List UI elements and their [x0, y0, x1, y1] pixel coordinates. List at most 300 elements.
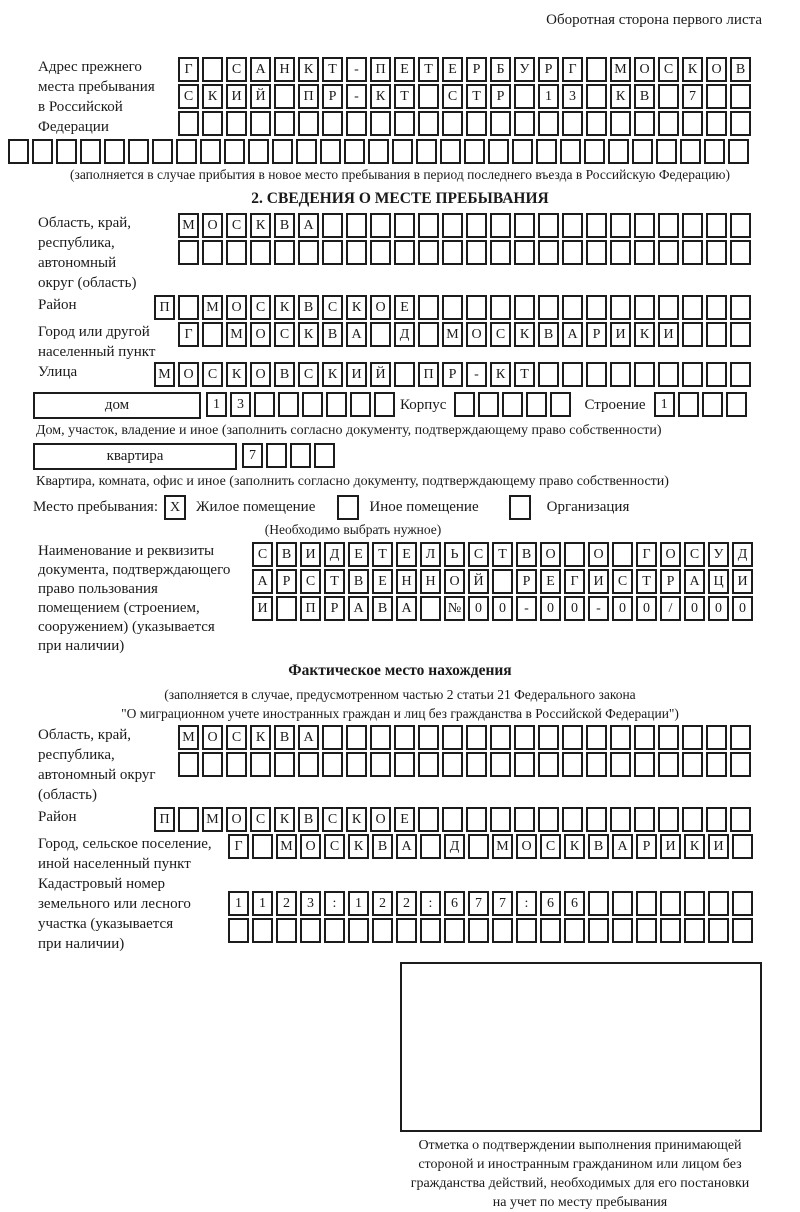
- char-cell[interactable]: [202, 111, 223, 136]
- char-cell[interactable]: [442, 725, 463, 750]
- char-cell[interactable]: [226, 111, 247, 136]
- char-cell[interactable]: А: [346, 322, 367, 347]
- char-cell[interactable]: Н: [396, 569, 417, 594]
- char-cell[interactable]: М: [202, 807, 223, 832]
- char-cell[interactable]: [178, 111, 199, 136]
- char-cell[interactable]: [586, 240, 607, 265]
- char-cell[interactable]: [658, 362, 679, 387]
- char-cell[interactable]: 1: [228, 891, 249, 916]
- char-cell[interactable]: [420, 596, 441, 621]
- char-cell[interactable]: [274, 111, 295, 136]
- char-cell[interactable]: [562, 725, 583, 750]
- char-cell[interactable]: [728, 139, 749, 164]
- char-cell[interactable]: [564, 918, 585, 943]
- char-cell[interactable]: В: [588, 834, 609, 859]
- char-cell[interactable]: [678, 392, 699, 417]
- char-cell[interactable]: [634, 752, 655, 777]
- char-cell[interactable]: [610, 213, 631, 238]
- char-cell[interactable]: [538, 725, 559, 750]
- char-cell[interactable]: [538, 295, 559, 320]
- char-cell[interactable]: [274, 752, 295, 777]
- char-cell[interactable]: [104, 139, 125, 164]
- char-cell[interactable]: [586, 57, 607, 82]
- char-cell[interactable]: -: [346, 57, 367, 82]
- char-cell[interactable]: [514, 725, 535, 750]
- char-cell[interactable]: [322, 111, 343, 136]
- char-cell[interactable]: О: [466, 322, 487, 347]
- char-cell[interactable]: №: [444, 596, 465, 621]
- char-cell[interactable]: [202, 752, 223, 777]
- char-cell[interactable]: [32, 139, 53, 164]
- char-cell[interactable]: /: [660, 596, 681, 621]
- char-cell[interactable]: 2: [276, 891, 297, 916]
- char-cell[interactable]: [252, 918, 273, 943]
- char-cell[interactable]: [702, 392, 723, 417]
- char-cell[interactable]: Ь: [444, 542, 465, 567]
- char-cell[interactable]: [468, 834, 489, 859]
- char-cell[interactable]: Р: [586, 322, 607, 347]
- char-cell[interactable]: В: [372, 834, 393, 859]
- char-cell[interactable]: [708, 918, 729, 943]
- char-cell[interactable]: -: [588, 596, 609, 621]
- char-cell[interactable]: В: [516, 542, 537, 567]
- char-cell[interactable]: :: [420, 891, 441, 916]
- char-cell[interactable]: Т: [636, 569, 657, 594]
- char-cell[interactable]: П: [300, 596, 321, 621]
- char-cell[interactable]: О: [300, 834, 321, 859]
- char-cell[interactable]: [562, 240, 583, 265]
- char-cell[interactable]: [586, 725, 607, 750]
- char-cell[interactable]: Е: [442, 57, 463, 82]
- char-cell[interactable]: М: [442, 322, 463, 347]
- char-cell[interactable]: С: [324, 834, 345, 859]
- char-cell[interactable]: [442, 295, 463, 320]
- char-cell[interactable]: [394, 362, 415, 387]
- char-cell[interactable]: [610, 240, 631, 265]
- char-cell[interactable]: [562, 111, 583, 136]
- char-cell[interactable]: [658, 295, 679, 320]
- char-cell[interactable]: А: [396, 834, 417, 859]
- char-cell[interactable]: [346, 752, 367, 777]
- char-cell[interactable]: [634, 362, 655, 387]
- char-cell[interactable]: Г: [178, 322, 199, 347]
- char-cell[interactable]: [466, 725, 487, 750]
- char-cell[interactable]: [226, 752, 247, 777]
- char-cell[interactable]: 0: [636, 596, 657, 621]
- char-cell[interactable]: 2: [372, 891, 393, 916]
- char-cell[interactable]: [514, 111, 535, 136]
- char-cell[interactable]: -: [466, 362, 487, 387]
- char-cell[interactable]: Р: [516, 569, 537, 594]
- char-cell[interactable]: [586, 752, 607, 777]
- char-cell[interactable]: К: [346, 295, 367, 320]
- char-cell[interactable]: [658, 752, 679, 777]
- char-cell[interactable]: [512, 139, 533, 164]
- char-cell[interactable]: [586, 295, 607, 320]
- char-cell[interactable]: П: [154, 807, 175, 832]
- char-cell[interactable]: [418, 213, 439, 238]
- char-cell[interactable]: [296, 139, 317, 164]
- apartment-box[interactable]: квартира: [33, 443, 237, 470]
- char-cell[interactable]: Н: [420, 569, 441, 594]
- char-cell[interactable]: Е: [394, 807, 415, 832]
- char-cell[interactable]: [706, 111, 727, 136]
- char-cell[interactable]: М: [276, 834, 297, 859]
- char-cell[interactable]: [514, 84, 535, 109]
- char-cell[interactable]: [492, 569, 513, 594]
- char-cell[interactable]: [454, 392, 475, 417]
- char-cell[interactable]: [492, 918, 513, 943]
- char-cell[interactable]: С: [298, 362, 319, 387]
- char-cell[interactable]: М: [492, 834, 513, 859]
- char-cell[interactable]: [418, 807, 439, 832]
- char-cell[interactable]: [550, 392, 571, 417]
- char-cell[interactable]: [152, 139, 173, 164]
- char-cell[interactable]: [730, 84, 751, 109]
- char-cell[interactable]: К: [684, 834, 705, 859]
- char-cell[interactable]: [706, 362, 727, 387]
- char-cell[interactable]: 0: [708, 596, 729, 621]
- char-cell[interactable]: И: [610, 322, 631, 347]
- char-cell[interactable]: [322, 752, 343, 777]
- char-cell[interactable]: С: [322, 295, 343, 320]
- char-cell[interactable]: [350, 392, 371, 417]
- char-cell[interactable]: В: [348, 569, 369, 594]
- char-cell[interactable]: А: [612, 834, 633, 859]
- char-cell[interactable]: Р: [324, 596, 345, 621]
- char-cell[interactable]: [80, 139, 101, 164]
- char-cell[interactable]: [730, 213, 751, 238]
- char-cell[interactable]: [346, 213, 367, 238]
- char-cell[interactable]: [682, 322, 703, 347]
- char-cell[interactable]: [730, 725, 751, 750]
- char-cell[interactable]: К: [298, 57, 319, 82]
- char-cell[interactable]: 7: [242, 443, 263, 468]
- char-cell[interactable]: [466, 111, 487, 136]
- char-cell[interactable]: 7: [492, 891, 513, 916]
- char-cell[interactable]: С: [252, 542, 273, 567]
- char-cell[interactable]: [682, 725, 703, 750]
- char-cell[interactable]: [490, 111, 511, 136]
- char-cell[interactable]: [706, 240, 727, 265]
- char-cell[interactable]: [202, 240, 223, 265]
- char-cell[interactable]: [634, 213, 655, 238]
- char-cell[interactable]: К: [346, 807, 367, 832]
- char-cell[interactable]: [588, 891, 609, 916]
- char-cell[interactable]: [540, 918, 561, 943]
- char-cell[interactable]: [250, 240, 271, 265]
- char-cell[interactable]: [514, 807, 535, 832]
- char-cell[interactable]: [276, 596, 297, 621]
- char-cell[interactable]: [8, 139, 29, 164]
- char-cell[interactable]: 1: [348, 891, 369, 916]
- char-cell[interactable]: Г: [564, 569, 585, 594]
- char-cell[interactable]: А: [684, 569, 705, 594]
- char-cell[interactable]: 0: [684, 596, 705, 621]
- char-cell[interactable]: [514, 240, 535, 265]
- char-cell[interactable]: К: [634, 322, 655, 347]
- char-cell[interactable]: [442, 213, 463, 238]
- char-cell[interactable]: [370, 213, 391, 238]
- char-cell[interactable]: [420, 918, 441, 943]
- char-cell[interactable]: [706, 295, 727, 320]
- char-cell[interactable]: [732, 918, 753, 943]
- char-cell[interactable]: [394, 240, 415, 265]
- char-cell[interactable]: [418, 725, 439, 750]
- char-cell[interactable]: [684, 891, 705, 916]
- char-cell[interactable]: :: [516, 891, 537, 916]
- char-cell[interactable]: [682, 111, 703, 136]
- char-cell[interactable]: [538, 807, 559, 832]
- char-cell[interactable]: Д: [732, 542, 753, 567]
- char-cell[interactable]: И: [588, 569, 609, 594]
- char-cell[interactable]: [442, 240, 463, 265]
- char-cell[interactable]: П: [418, 362, 439, 387]
- char-cell[interactable]: Й: [468, 569, 489, 594]
- char-cell[interactable]: [730, 240, 751, 265]
- char-cell[interactable]: И: [300, 542, 321, 567]
- char-cell[interactable]: К: [202, 84, 223, 109]
- char-cell[interactable]: [272, 139, 293, 164]
- char-cell[interactable]: [610, 752, 631, 777]
- char-cell[interactable]: К: [274, 807, 295, 832]
- char-cell[interactable]: [466, 213, 487, 238]
- char-cell[interactable]: [442, 111, 463, 136]
- char-cell[interactable]: [394, 752, 415, 777]
- char-cell[interactable]: [560, 139, 581, 164]
- char-cell[interactable]: [302, 392, 323, 417]
- char-cell[interactable]: [658, 213, 679, 238]
- char-cell[interactable]: [418, 322, 439, 347]
- char-cell[interactable]: В: [274, 362, 295, 387]
- char-cell[interactable]: [176, 139, 197, 164]
- char-cell[interactable]: Й: [250, 84, 271, 109]
- char-cell[interactable]: [732, 891, 753, 916]
- char-cell[interactable]: [680, 139, 701, 164]
- char-cell[interactable]: [538, 752, 559, 777]
- char-cell[interactable]: О: [634, 57, 655, 82]
- char-cell[interactable]: О: [226, 807, 247, 832]
- char-cell[interactable]: [562, 752, 583, 777]
- char-cell[interactable]: О: [250, 322, 271, 347]
- char-cell[interactable]: [228, 918, 249, 943]
- char-cell[interactable]: Т: [418, 57, 439, 82]
- char-cell[interactable]: [346, 240, 367, 265]
- char-cell[interactable]: К: [370, 84, 391, 109]
- stay-type-checkbox-organization[interactable]: [509, 495, 531, 520]
- char-cell[interactable]: [634, 295, 655, 320]
- char-cell[interactable]: [466, 752, 487, 777]
- char-cell[interactable]: [348, 918, 369, 943]
- char-cell[interactable]: Е: [394, 57, 415, 82]
- char-cell[interactable]: С: [178, 84, 199, 109]
- char-cell[interactable]: [562, 362, 583, 387]
- char-cell[interactable]: [562, 807, 583, 832]
- char-cell[interactable]: О: [588, 542, 609, 567]
- char-cell[interactable]: [660, 918, 681, 943]
- char-cell[interactable]: [466, 807, 487, 832]
- char-cell[interactable]: А: [562, 322, 583, 347]
- char-cell[interactable]: Н: [274, 57, 295, 82]
- char-cell[interactable]: Р: [538, 57, 559, 82]
- char-cell[interactable]: [658, 240, 679, 265]
- char-cell[interactable]: [682, 295, 703, 320]
- char-cell[interactable]: Т: [492, 542, 513, 567]
- char-cell[interactable]: С: [202, 362, 223, 387]
- char-cell[interactable]: Р: [276, 569, 297, 594]
- char-cell[interactable]: [682, 213, 703, 238]
- char-cell[interactable]: М: [202, 295, 223, 320]
- char-cell[interactable]: И: [252, 596, 273, 621]
- char-cell[interactable]: [610, 362, 631, 387]
- char-cell[interactable]: 7: [468, 891, 489, 916]
- char-cell[interactable]: [730, 362, 751, 387]
- char-cell[interactable]: [274, 240, 295, 265]
- char-cell[interactable]: [490, 752, 511, 777]
- char-cell[interactable]: [588, 918, 609, 943]
- char-cell[interactable]: [488, 139, 509, 164]
- char-cell[interactable]: А: [348, 596, 369, 621]
- char-cell[interactable]: 2: [396, 891, 417, 916]
- char-cell[interactable]: [490, 295, 511, 320]
- char-cell[interactable]: [346, 725, 367, 750]
- char-cell[interactable]: [586, 213, 607, 238]
- char-cell[interactable]: С: [226, 213, 247, 238]
- char-cell[interactable]: Й: [370, 362, 391, 387]
- char-cell[interactable]: А: [298, 213, 319, 238]
- char-cell[interactable]: А: [298, 725, 319, 750]
- char-cell[interactable]: [586, 84, 607, 109]
- char-cell[interactable]: [322, 213, 343, 238]
- char-cell[interactable]: Е: [372, 569, 393, 594]
- char-cell[interactable]: [466, 240, 487, 265]
- char-cell[interactable]: К: [348, 834, 369, 859]
- char-cell[interactable]: А: [250, 57, 271, 82]
- char-cell[interactable]: [370, 322, 391, 347]
- char-cell[interactable]: [586, 362, 607, 387]
- char-cell[interactable]: М: [178, 725, 199, 750]
- char-cell[interactable]: 0: [540, 596, 561, 621]
- char-cell[interactable]: Т: [372, 542, 393, 567]
- char-cell[interactable]: [440, 139, 461, 164]
- char-cell[interactable]: О: [226, 295, 247, 320]
- char-cell[interactable]: [682, 752, 703, 777]
- char-cell[interactable]: С: [442, 84, 463, 109]
- char-cell[interactable]: [708, 891, 729, 916]
- char-cell[interactable]: [320, 139, 341, 164]
- char-cell[interactable]: [478, 392, 499, 417]
- char-cell[interactable]: [730, 752, 751, 777]
- char-cell[interactable]: [274, 84, 295, 109]
- char-cell[interactable]: Т: [466, 84, 487, 109]
- char-cell[interactable]: [178, 295, 199, 320]
- char-cell[interactable]: [658, 725, 679, 750]
- char-cell[interactable]: С: [274, 322, 295, 347]
- char-cell[interactable]: [370, 240, 391, 265]
- char-cell[interactable]: [726, 392, 747, 417]
- char-cell[interactable]: К: [250, 213, 271, 238]
- char-cell[interactable]: [660, 891, 681, 916]
- char-cell[interactable]: 0: [732, 596, 753, 621]
- char-cell[interactable]: [612, 918, 633, 943]
- char-cell[interactable]: О: [370, 807, 391, 832]
- char-cell[interactable]: [314, 443, 335, 468]
- char-cell[interactable]: [372, 918, 393, 943]
- char-cell[interactable]: О: [660, 542, 681, 567]
- char-cell[interactable]: П: [370, 57, 391, 82]
- char-cell[interactable]: И: [708, 834, 729, 859]
- char-cell[interactable]: [682, 362, 703, 387]
- char-cell[interactable]: [490, 807, 511, 832]
- char-cell[interactable]: В: [730, 57, 751, 82]
- char-cell[interactable]: [584, 139, 605, 164]
- char-cell[interactable]: [632, 139, 653, 164]
- char-cell[interactable]: П: [298, 84, 319, 109]
- char-cell[interactable]: 1: [206, 392, 227, 417]
- char-cell[interactable]: У: [514, 57, 535, 82]
- char-cell[interactable]: [706, 807, 727, 832]
- char-cell[interactable]: О: [516, 834, 537, 859]
- char-cell[interactable]: Р: [636, 834, 657, 859]
- char-cell[interactable]: С: [300, 569, 321, 594]
- char-cell[interactable]: Г: [228, 834, 249, 859]
- char-cell[interactable]: [490, 725, 511, 750]
- char-cell[interactable]: В: [298, 295, 319, 320]
- char-cell[interactable]: Р: [322, 84, 343, 109]
- char-cell[interactable]: [224, 139, 245, 164]
- char-cell[interactable]: [706, 752, 727, 777]
- char-cell[interactable]: [326, 392, 347, 417]
- char-cell[interactable]: Л: [420, 542, 441, 567]
- char-cell[interactable]: [394, 213, 415, 238]
- char-cell[interactable]: [514, 213, 535, 238]
- char-cell[interactable]: Е: [396, 542, 417, 567]
- char-cell[interactable]: [730, 807, 751, 832]
- char-cell[interactable]: [502, 392, 523, 417]
- char-cell[interactable]: [290, 443, 311, 468]
- char-cell[interactable]: [730, 111, 751, 136]
- char-cell[interactable]: [464, 139, 485, 164]
- char-cell[interactable]: [250, 752, 271, 777]
- char-cell[interactable]: Г: [636, 542, 657, 567]
- char-cell[interactable]: 3: [230, 392, 251, 417]
- char-cell[interactable]: [442, 752, 463, 777]
- char-cell[interactable]: С: [322, 807, 343, 832]
- char-cell[interactable]: В: [276, 542, 297, 567]
- char-cell[interactable]: 6: [564, 891, 585, 916]
- char-cell[interactable]: [444, 918, 465, 943]
- char-cell[interactable]: [202, 322, 223, 347]
- char-cell[interactable]: К: [298, 322, 319, 347]
- char-cell[interactable]: -: [516, 596, 537, 621]
- char-cell[interactable]: [344, 139, 365, 164]
- char-cell[interactable]: [418, 752, 439, 777]
- char-cell[interactable]: [682, 807, 703, 832]
- char-cell[interactable]: [370, 725, 391, 750]
- char-cell[interactable]: [298, 752, 319, 777]
- char-cell[interactable]: [706, 213, 727, 238]
- stay-type-checkbox-residential[interactable]: X: [164, 495, 186, 520]
- char-cell[interactable]: [300, 918, 321, 943]
- char-cell[interactable]: 0: [492, 596, 513, 621]
- char-cell[interactable]: И: [346, 362, 367, 387]
- char-cell[interactable]: [394, 725, 415, 750]
- char-cell[interactable]: [636, 891, 657, 916]
- char-cell[interactable]: [634, 111, 655, 136]
- char-cell[interactable]: [610, 807, 631, 832]
- char-cell[interactable]: К: [610, 84, 631, 109]
- char-cell[interactable]: [298, 240, 319, 265]
